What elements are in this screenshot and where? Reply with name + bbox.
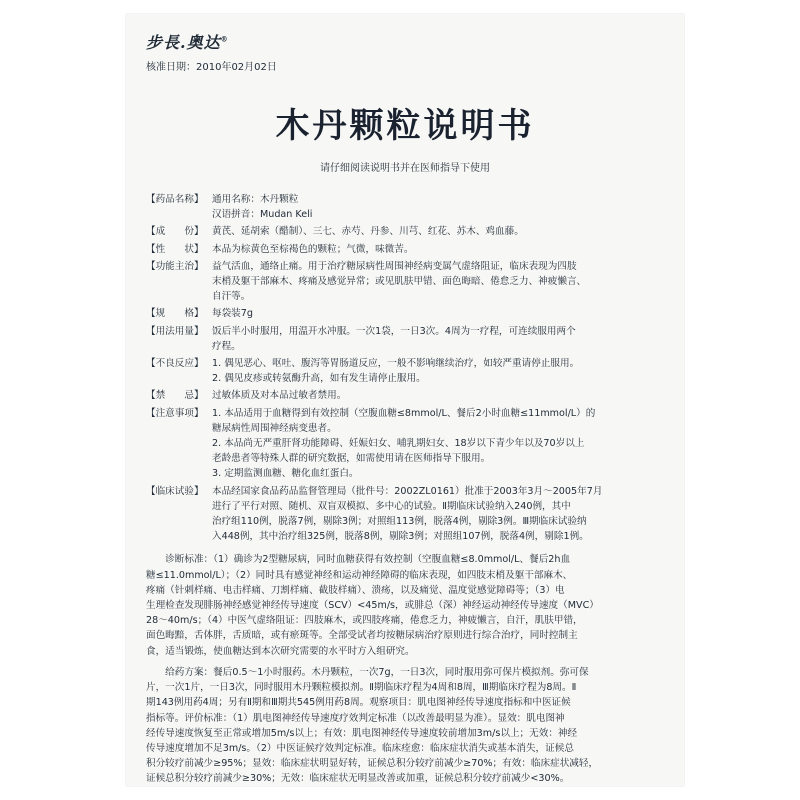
section-line: 通用名称：木丹颗粒 [212, 194, 299, 205]
section-row [146, 259, 666, 305]
section-content [212, 224, 666, 239]
section-label: 【用法用量】 [146, 325, 204, 337]
paragraph-line: 证候总积分较疗前减少≥30%；无效：临床症状无明显改善或加重，证候总积分较疗前减少<30%。 [146, 773, 570, 785]
section-row [146, 406, 666, 482]
section-line: 2. 偶见皮疹或转氨酶升高，如有发生请停止服用。 [212, 373, 426, 385]
section-row [146, 356, 666, 386]
section-line: 进行了平行对照、随机、双盲双模拟、多中心的试验。Ⅱ期临床试验纳入240例，其中 [212, 500, 571, 512]
section-content [212, 259, 666, 305]
paragraph-line: 积分较疗前减少≥95%；显效：临床症状明显好转，证候总积分较疗前减少≥70%；有效：临床症状减轻， [146, 758, 599, 770]
section-line: 入448例，其中治疗组325例，脱落8例，剔除3例；对照组107例，脱落4例，剔除1例。 [212, 531, 589, 543]
section-label: 【成 份】 [146, 226, 204, 238]
section-content [212, 484, 666, 545]
section-label: 【临床试验】 [146, 485, 204, 497]
section-line: 汉语拼音：Mudan Keli [212, 209, 313, 221]
section-line: 本品为棕黄色至棕褐色的颗粒；气微，味微苦。 [212, 243, 414, 255]
section-line: 3. 定期监测血糖、糖化血红蛋白。 [212, 468, 359, 480]
paragraph-line: 疼痛（针刺样痛、电击样痛、刀割样痛、截肢样痛）、溃疡，以及痛觉、温度觉感觉障碍等；（3）电 [146, 584, 565, 596]
section-line: 过敏体质及对本品过敏者禁用。 [212, 390, 347, 402]
clinical-paragraph [146, 665, 666, 787]
section-content [212, 192, 666, 222]
section-row [146, 306, 666, 321]
paragraph-line: 食，适当锻炼，使血糖达到本次研究需要的水平时方入组研究。 [146, 645, 415, 657]
document-subtitle: 请仔细阅读说明书并在医师指导下使用 [320, 163, 490, 174]
section-line: 每袋装7g [212, 308, 253, 320]
section-row [146, 192, 666, 222]
section-row [146, 242, 666, 257]
paragraph-line: 诊断标准：（1）确诊为2型糖尿病，同时血糖获得有效控制（空腹血糖≤8.0mmol/L、餐后2h血 [146, 554, 571, 566]
section-line: 治疗组110例，脱落7例，剔除3例；对照组113例，脱落4例，剔除3例。Ⅲ期临床试验纳 [212, 516, 587, 528]
paragraph-line: 传导速度增加不足3m/s。（2）中医证候疗效判定标准。临床痊愈：临床症状消失或基本消失，证候总 [146, 742, 574, 754]
section-line: 自汗等。 [212, 291, 251, 303]
section-row [146, 484, 666, 545]
section-label: 【注意事项】 [146, 407, 204, 419]
paragraph-line: 面色晦黯，舌体胖，舌质暗，或有瘀斑等。全部受试者均按糖尿病治疗原则进行综合治疗，同时控制主 [146, 630, 578, 642]
section-content [212, 306, 666, 321]
clinical-paragraphs [146, 552, 666, 786]
paragraph-line: 指标等。评价标准：（1）肌电图神经传导速度疗效判定标准（以改善最明显为准）。显效：肌电图神 [146, 712, 565, 724]
paragraph-line: 28～40m/s；（4）中医气虚络阻证：四肢麻木，或四肢疼痛，倦怠乏力，神疲懒言，自汗，肌肤甲错， [146, 615, 583, 627]
paragraph-line: 经传导速度恢复至正常或增加5m/s以上；有效：肌电图神经传导速度较前增加3m/s以上；无效：神经 [146, 727, 578, 739]
section-line: 1. 本品适用于血糖得到有效控制（空腹血糖≤8mmol/L、餐后2小时血糖≤11mmol/L）的 [212, 407, 596, 419]
section-line: 糖尿病性周围神经病变患者。 [212, 422, 337, 434]
paragraph-line: 期143例用药4周；另有Ⅱ期和Ⅲ期共545例用药8周。观察项目：肌电图神经传导速度指标和中医证候 [146, 697, 571, 709]
insert-body [146, 192, 666, 787]
section-label: 【规 格】 [146, 308, 204, 320]
section-line: 1. 偶见恶心、呕吐、腹泻等胃肠道反应，一般不影响继续治疗，如较严重请停止服用。 [212, 358, 580, 370]
section-label: 【不良反应】 [146, 358, 204, 370]
section-line: 益气活血，通络止痛。用于治疗糖尿病性周围神经病变属气虚络阻证，临床表现为四肢 [212, 260, 577, 272]
paragraph-line: 给药方案：餐后0.5～1小时服药。木丹颗粒，一次7g，一日3次，同时服用弥可保片模拟剂。弥可保 [146, 666, 589, 678]
section-label: 【性 状】 [146, 243, 204, 255]
section-row [146, 388, 666, 403]
section-line: 饭后半小时服用，用温开水冲服。一次1袋，一日3次。4周为一疗程，可连续服用两个 [212, 325, 576, 337]
section-row [146, 224, 666, 239]
section-line: 2. 本品尚无严重肝肾功能障碍、妊娠妇女、哺乳期妇女、18岁以下青少年以及70岁以上 [212, 438, 585, 450]
section-row [146, 324, 666, 354]
document-title: 木丹颗粒说明书 [275, 106, 535, 146]
section-line: 末梢及躯干部麻木、疼痛及感觉异常；或见肌肤甲错、面色晦暗、倦怠乏力、神疲懒言、 [212, 276, 587, 288]
section-list [146, 192, 666, 546]
paragraph-line: 生理检查发现腓肠神经感觉神经传导速度（SCV）<45m/s，或腓总（深）神经运动神经传导速度（MVC） [146, 600, 599, 612]
approval-date: 核准日期：2010年02月02日 [146, 62, 277, 73]
package-insert-sheet [126, 14, 684, 786]
section-content [212, 356, 666, 386]
paragraph-line: 糖≤11.0mmol/L）；（2）同时具有感觉神经和运动神经障碍的临床表现，如四肢末梢及躯干部麻木、 [146, 569, 573, 581]
clinical-paragraph [146, 552, 666, 658]
section-line: 黄芪、延胡索（醋制）、三七、赤芍、丹参、川芎、红花、苏木、鸡血藤。 [212, 226, 524, 238]
section-label: 【禁 忌】 [146, 390, 204, 402]
section-content [212, 242, 666, 257]
section-line: 老龄患者等特殊人群的研究数据，如需使用请在医师指导下服用。 [212, 453, 491, 465]
section-label: 【功能主治】 [146, 260, 204, 272]
section-content [212, 324, 666, 354]
brand-logo: 步長.奥达® [146, 33, 229, 52]
section-content [212, 406, 666, 482]
section-line: 本品经国家食品药品监督管理局（批件号：2002ZL0161）批准于2003年3月～2005年7月 [212, 485, 603, 497]
paragraph-line: 片，一次1片，一日3次，同时服用木丹颗粒模拟剂。Ⅱ期临床疗程为4周和8周，Ⅲ期临床疗程为8周。Ⅱ [146, 682, 577, 694]
section-label: 【药品名称】 [146, 194, 204, 205]
section-content [212, 388, 666, 403]
section-line: 疗程。 [212, 340, 241, 352]
